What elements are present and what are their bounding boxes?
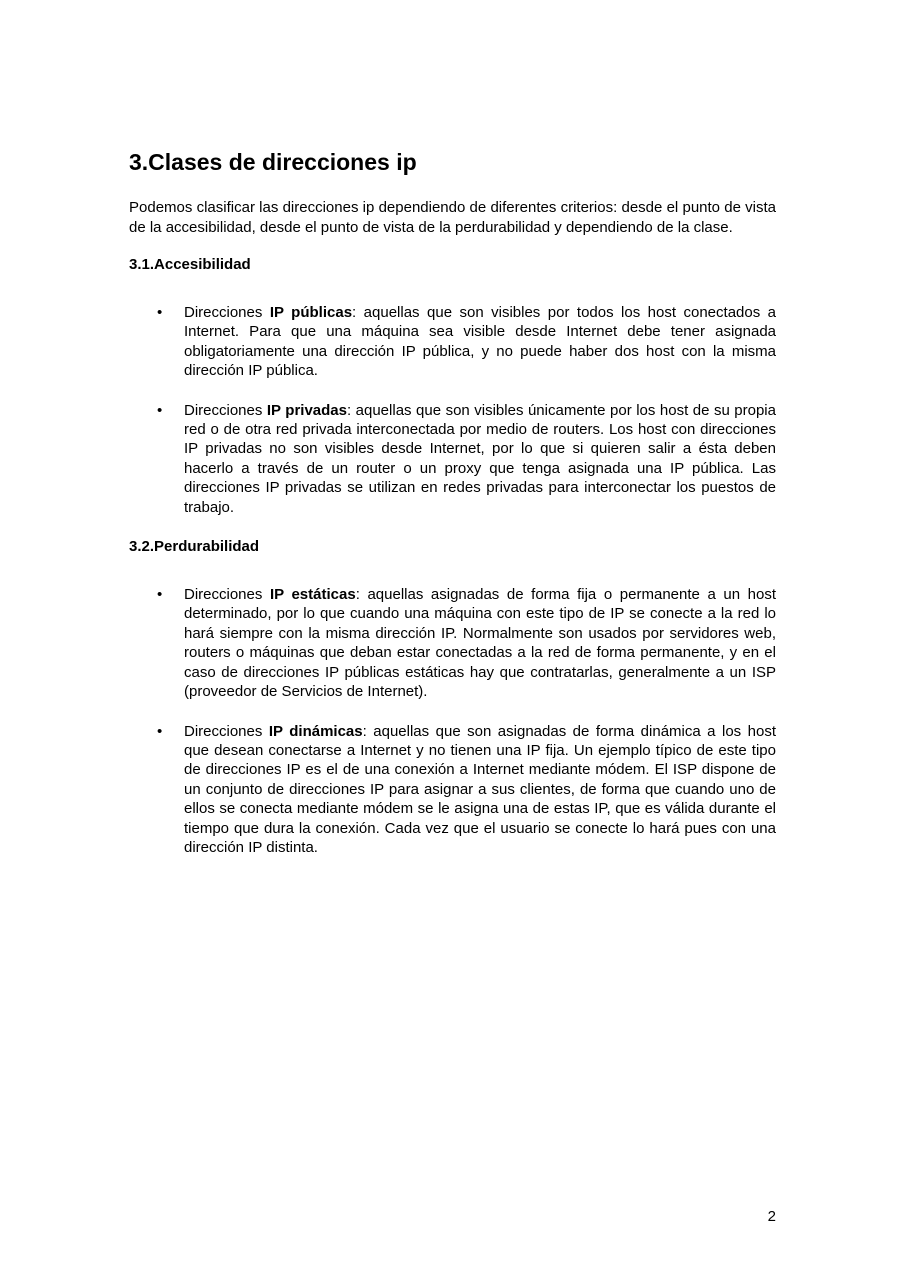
bullet-icon: • [157, 586, 163, 604]
item-text: : aquellas que son asignadas de forma dinámica a los host que desean conectarse a Internet y no tienen una IP fija. Un ejemplo típico de este tipo de direcciones IP es el de una conexión a Internet mediante módem. El ISP dispone de un conjunto de direcciones IP para asignar a sus clientes, de forma que cuando uno de ellos se conecta mediante módem se le asigna una de estas IP, que es válida durante el tiempo que dura la conexión. Cada vez que el usuario se conecte lo hará pues con una dirección IP distinta. [184, 722, 777, 856]
bullet-icon: • [157, 722, 163, 740]
item-term: IP estáticas [269, 586, 356, 604]
bullet-icon: • [157, 401, 163, 419]
bullet-icon: • [157, 304, 163, 321]
item-prefix: Direcciones [184, 722, 269, 740]
item-prefix: Direcciones [184, 586, 270, 604]
document-page [129, 146, 776, 877]
list-item [129, 303, 776, 381]
bullet-list-perdurabilidad [129, 585, 776, 857]
section-title: 3.Clases de direcciones ip [129, 149, 417, 175]
bullet-list-accesibilidad [129, 303, 776, 517]
item-text: : aquellas asignadas de forma fija o permanente a un host determinado, por lo que cuando una máquina con este tipo de IP se conecte a la red lo hará siempre con la misma dirección IP. Normalmente son usados por servidores web, routers o máquinas que deban estar conectadas a la red de forma permanente, y en el caso de direcciones IP públicas estáticas hay que contratarlas, generalmente a un ISP (proveedor de Servicios de Internet). [184, 586, 777, 701]
section-intro: Podemos clasificar las direcciones ip dependiendo de diferentes criterios: desde el punto de vista de la accesibilidad, desde el punto de vista de la perdurabilidad y dependiendo de la clase. [129, 199, 776, 236]
item-term: IP privadas [266, 401, 347, 419]
item-text: : aquellas que son visibles únicamente por los host de su propia red o de otra red privada interconectada por medio de routers. Los host con direcciones IP privadas no son visibles desde Internet, por lo que si quieren salir a ésta deben hacerlo a través de un router o un proxy que tenga asignada una IP pública. Las direcciones IP privadas se utilizan en redes privadas para interconectar los puestos de trabajo. [184, 401, 776, 516]
item-text: : aquellas que son visibles por todos los host conectados a Internet. Para que una máquina sea visible desde Internet debe tener asignada obligatoriamente una dirección IP pública, y no puede haber dos host con la misma dirección IP pública. [184, 304, 777, 380]
list-item [129, 401, 776, 517]
item-term: IP dinámicas [268, 722, 363, 740]
page-number: 2 [767, 1208, 776, 1225]
item-prefix: Direcciones [184, 304, 270, 321]
subsection-title-perdurabilidad: 3.2.Perdurabilidad [129, 538, 260, 556]
subsection-title-accesibilidad: 3.1.Accesibilidad [129, 256, 251, 273]
item-term: IP públicas [269, 304, 353, 321]
list-item [129, 722, 776, 858]
item-prefix: Direcciones [184, 401, 267, 419]
list-item [129, 585, 776, 701]
